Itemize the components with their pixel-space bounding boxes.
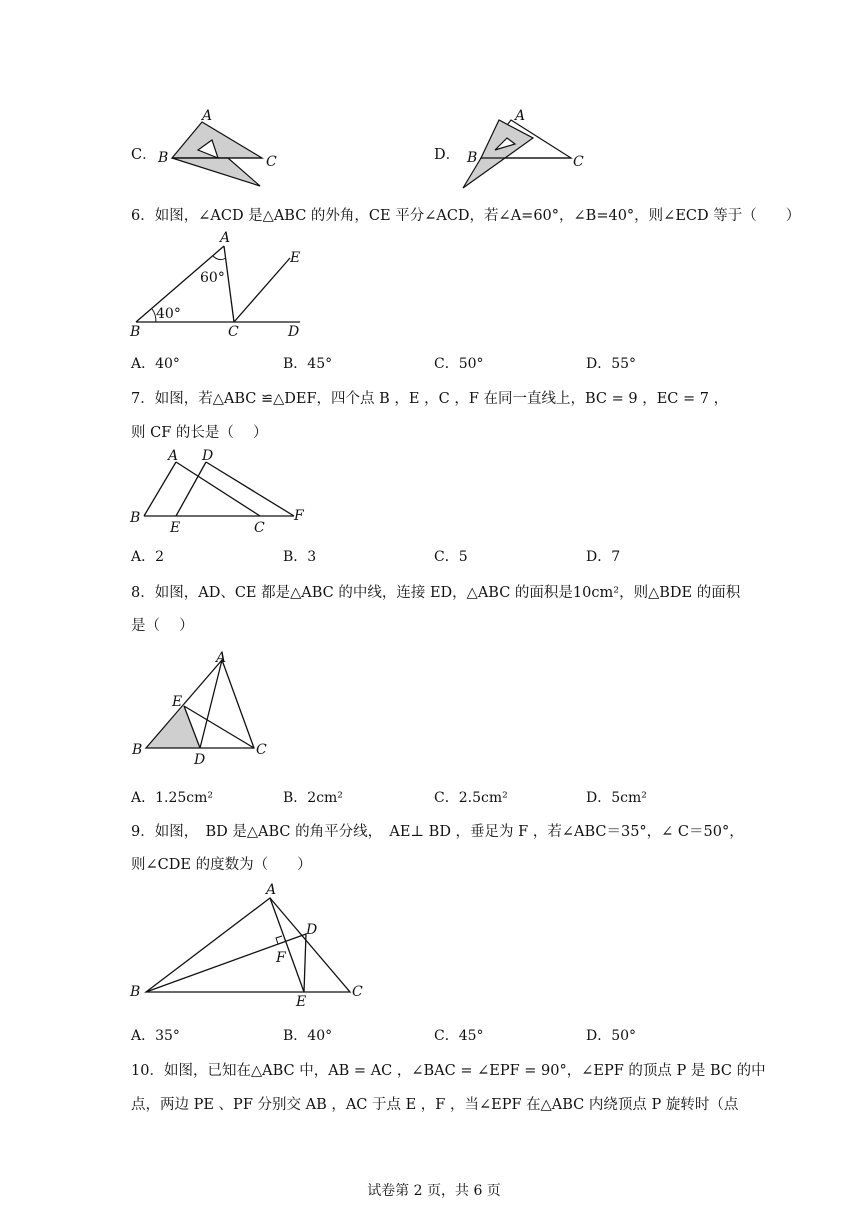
- q9-label-d: D: [306, 922, 318, 938]
- q5-option-d-figure: [455, 108, 595, 192]
- q9-option-b[interactable]: B．40°: [283, 1028, 333, 1044]
- q5d-label-a: A: [515, 108, 526, 124]
- q7-stem-line1: 7．如图，若△ABC ≌△DEF，四个点 B ，E ，C ，F 在同一直线上，BC = 9 ，EC = 7 ，: [131, 391, 729, 407]
- q5d-label-b: B: [467, 150, 478, 166]
- q9-option-d[interactable]: D．50°: [586, 1028, 637, 1044]
- q7-label-e: E: [170, 520, 181, 536]
- q10-stem-line2: 点，两边 PE 、PF 分别交 AB ，AC 于点 E ，F ，当∠EPF 在△ABC 内绕顶点 P 旋转时（点: [131, 1097, 739, 1113]
- q7-figure: [128, 444, 318, 536]
- q7-option-d[interactable]: D．7: [586, 549, 621, 565]
- q5-option-c-label: C．: [131, 147, 157, 163]
- q9-label-e: E: [296, 994, 307, 1010]
- q6-angle-a: 60°: [200, 270, 225, 286]
- q9-option-c[interactable]: C．45°: [434, 1028, 484, 1044]
- q8-option-a[interactable]: A．1.25cm²: [131, 790, 214, 806]
- q6-figure: [128, 230, 318, 342]
- q7-option-c[interactable]: C．5: [434, 549, 468, 565]
- q7-label-a: A: [168, 448, 179, 464]
- q5c-label-a: A: [202, 108, 213, 124]
- q7-label-c: C: [254, 520, 265, 536]
- q9-stem-line1: 9．如图， BD 是△ABC 的角平分线， AE⊥ BD ，垂足为 F ，若∠ABC＝35°，∠ C＝50°，: [131, 824, 744, 840]
- page-footer: 试卷第 2 页，共 6 页: [367, 1183, 501, 1199]
- q6-option-a[interactable]: A．40°: [131, 356, 180, 372]
- q6-label-e: E: [290, 250, 301, 266]
- q9-label-c: C: [352, 984, 363, 1000]
- q9-option-a[interactable]: A．35°: [131, 1028, 180, 1044]
- q7-stem-line2: 则 CF 的长是（ ）: [131, 425, 268, 441]
- q6-label-c: C: [228, 324, 239, 340]
- q7-label-b: B: [130, 510, 141, 526]
- q5-option-c-figure: [150, 108, 290, 192]
- q7-label-f: F: [294, 508, 304, 524]
- q6-option-b[interactable]: B．45°: [283, 356, 333, 372]
- q5d-label-c: C: [573, 154, 584, 170]
- q9-label-f: F: [276, 950, 286, 966]
- q6-label-d: D: [288, 324, 300, 340]
- q10-stem-line1: 10．如图，已知在△ABC 中，AB = AC ，∠BAC = ∠EPF = 90°，∠EPF 的顶点 P 是 BC 的中: [131, 1063, 766, 1079]
- q6-label-a: A: [220, 230, 231, 246]
- q8-label-d: D: [194, 752, 206, 768]
- q8-stem-line2: 是（ ）: [131, 618, 194, 634]
- q7-option-a[interactable]: A．2: [131, 549, 165, 565]
- q7-option-b[interactable]: B．3: [283, 549, 317, 565]
- q5c-label-c: C: [266, 154, 277, 170]
- q9-stem-line2: 则∠CDE 的度数为（ ）: [131, 857, 312, 873]
- q9-label-a: A: [266, 882, 277, 898]
- q8-label-c: C: [256, 742, 267, 758]
- q6-stem: 6．如图，∠ACD 是△ABC 的外角，CE 平分∠ACD，若∠A=60°，∠B=40°，则∠ECD 等于（ ）: [131, 208, 801, 224]
- q5c-label-b: B: [158, 150, 169, 166]
- q8-option-c[interactable]: C．2.5cm²: [434, 790, 508, 806]
- q8-label-a: A: [216, 650, 227, 666]
- q8-label-e: E: [172, 694, 183, 710]
- q9-figure: [128, 880, 378, 1010]
- q6-angle-b: 40°: [156, 306, 181, 322]
- q8-figure: [128, 648, 278, 768]
- q7-label-d: D: [202, 448, 214, 464]
- q9-label-b: B: [130, 984, 141, 1000]
- q8-option-b[interactable]: B．2cm²: [283, 790, 343, 806]
- q6-option-c[interactable]: C．50°: [434, 356, 484, 372]
- q8-label-b: B: [132, 742, 143, 758]
- q5-option-d-label: D．: [434, 147, 461, 163]
- q8-stem-line1: 8．如图，AD、CE 都是△ABC 的中线，连接 ED，△ABC 的面积是10cm²，则△BDE 的面积: [131, 585, 741, 601]
- q6-option-d[interactable]: D．55°: [586, 356, 637, 372]
- q8-option-d[interactable]: D．5cm²: [586, 790, 647, 806]
- q6-label-b: B: [130, 324, 141, 340]
